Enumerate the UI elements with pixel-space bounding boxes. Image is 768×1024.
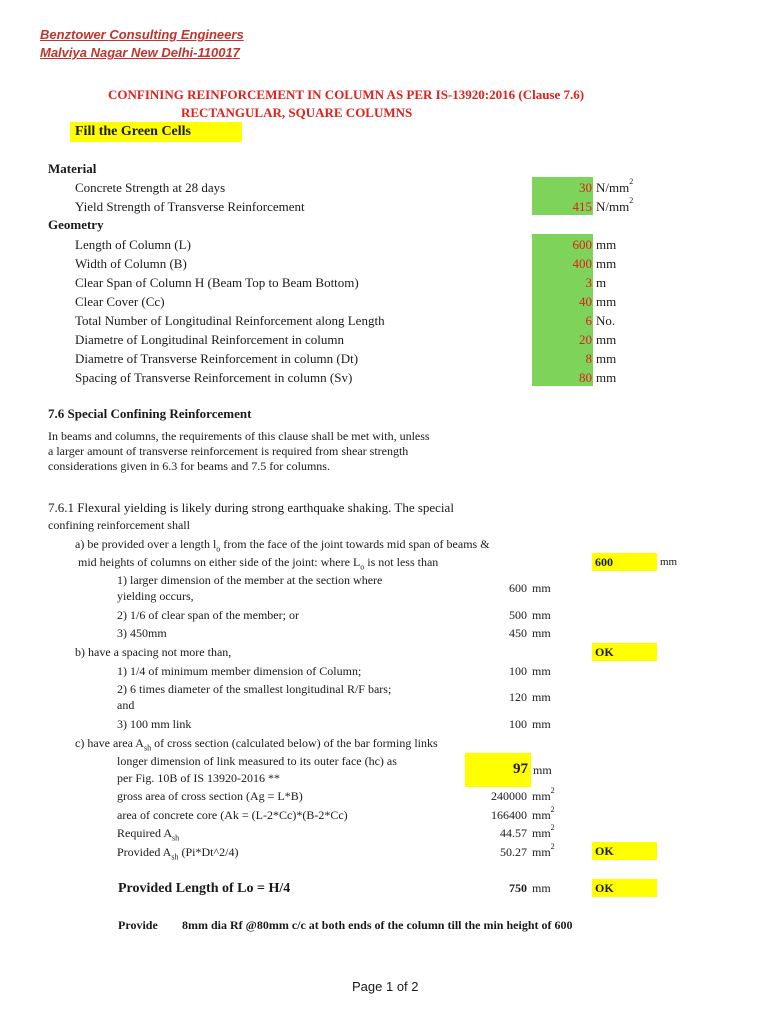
clause-a-line-1: a) be provided over a length $l_o$ from the face of the joint towards mid span of beams & [75,537,490,554]
clause-a-result: 600 [595,555,613,569]
column-width-value: 400 [572,256,592,271]
clause-a-item-3-label: 3) 450mm [117,626,167,640]
clause-a-line-2: mid heights of columns on either side of the joint: where $L_o$ is not less than [78,555,439,572]
trans-bar-dia-value: 8 [585,351,592,366]
long-bar-dia-unit: mm [596,332,617,347]
company-name: Benztower Consulting Engineers [40,27,244,42]
clear-cover-label: Clear Cover (Cc) [75,294,165,309]
clause-c-hc-line-2: per Fig. 10B of IS 13920-2016 ** [117,771,280,785]
column-width-unit: mm [596,256,617,271]
clause-a-result-unit: mm [660,556,678,568]
clause-b-item-1-value: 100 [509,664,527,678]
provided-ash-result: OK [595,844,614,858]
provide-text: 8mm dia Rf @80mm c/c at both ends of the column till the min height of 600 [182,918,573,932]
clear-span-cell[interactable] [532,272,593,291]
column-width-label: Width of Column (B) [75,256,187,271]
section-76-para-1: In beams and columns, the requirements of this clause shall be met with, unless [48,429,430,443]
trans-bar-dia-cell[interactable] [532,348,593,367]
long-bar-dia-value: 20 [579,332,592,347]
geometry-heading: Geometry [48,217,104,232]
provided-ash-unit: $mm^2$ [532,842,555,859]
provided-ash-label: Provided $A_{sh}$ (Pi*Dt^2/4) [117,845,239,862]
section-76-heading: 7.6 Special Confining Reinforcement [48,406,252,421]
clear-cover-value: 40 [579,294,592,309]
required-ash-label: Required $A_{sh}$ [117,826,180,843]
yield-strength-label: Yield Strength of Transverse Reinforcement [75,199,305,214]
clear-span-unit: m [596,275,607,290]
provided-ash-value: 50.27 [500,845,527,859]
clause-a-item-2-label: 2) 1/6 of clear span of the member; or [117,608,299,622]
column-length-value: 600 [572,237,592,252]
clause-c-line: c) have area $A_{sh}$ of cross section (calculated below) of the bar forming links [75,736,438,753]
clause-a-item-2-unit: mm [532,608,551,622]
clause-a-item-1-line-2: yielding occurs, [117,589,194,603]
clause-b-item-2-line-2: and [117,698,135,712]
gross-area-unit: $mm^2$ [532,786,555,803]
clause-b-item-3-value: 100 [509,717,527,731]
clause-b-result: OK [595,645,614,659]
trans-spacing-label: Spacing of Transverse Reinforcement in column (Sv) [75,370,353,385]
trans-spacing-value: 80 [579,370,592,385]
page-number: Page 1 of 2 [352,979,419,994]
clear-span-value: 3 [585,275,592,290]
section-761-intro-2: confining reinforcement shall [48,518,190,532]
clause-b-item-1-label: 1) 1/4 of minimum member dimension of Column; [117,664,362,678]
column-length-unit: mm [596,237,617,252]
lo-unit: mm [532,881,551,895]
clause-b-line: b) have a spacing not more than, [75,645,232,659]
hc-value: 97 [513,761,528,777]
clause-a-item-3-unit: mm [532,626,551,640]
concrete-strength-label: Concrete Strength at 28 days [75,180,226,195]
provide-label: Provide [118,918,158,932]
clause-a-item-1-value: 600 [509,581,527,595]
lo-label: Provided Length of Lo = H/4 [118,881,291,896]
clause-a-item-1-unit: mm [532,581,551,595]
required-ash-value: 44.57 [500,826,527,840]
document-subtitle: RECTANGULAR, SQUARE COLUMNS [181,105,413,120]
section-76-para-2: a larger amount of transverse reinforcement is required from shear strength [48,444,409,458]
core-area-label: area of concrete core (Ak = (L-2*Cc)*(B-2*Cc) [117,808,348,822]
material-heading: Material [48,161,97,176]
concrete-strength-value: 30 [579,180,592,195]
clause-b-item-2-line-1: 2) 6 times diameter of the smallest longitudinal R/F bars; [117,682,392,696]
company-address: Malviya Nagar New Delhi-110017 [40,45,240,60]
long-bar-count-unit: No. [596,313,616,328]
clause-b-item-3-label: 3) 100 mm link [117,717,192,731]
concrete-strength-unit: $N/mm^2$ [596,177,634,195]
hc-unit: mm [533,763,552,777]
trans-bar-dia-label: Diametre of Transverse Reinforcement in column (Dt) [75,351,359,366]
core-area-value: 166400 [491,808,527,822]
long-bar-count-cell[interactable] [532,310,593,329]
long-bar-count-label: Total Number of Longitudinal Reinforcement along Length [75,313,385,328]
long-bar-count-value: 6 [585,313,592,328]
gross-area-label: gross area of cross section (Ag = L*B) [117,789,303,803]
lo-result: OK [595,881,614,895]
trans-bar-dia-unit: mm [596,351,617,366]
clear-span-label: Clear Span of Column H (Beam Top to Beam Bottom) [75,275,359,290]
clause-a-item-1-line-1: 1) larger dimension of the member at the section where [117,573,383,587]
core-area-unit: $mm^2$ [532,805,555,822]
clause-a-item-2-value: 500 [509,608,527,622]
fill-note: Fill the Green Cells [75,124,191,139]
section-76-para-3: considerations given in 6.3 for beams and 7.5 for columns. [48,459,330,473]
clause-b-item-1-unit: mm [532,664,551,678]
column-length-label: Length of Column (L) [75,237,191,252]
clause-a-item-3-value: 450 [509,626,527,640]
yield-strength-value: 415 [572,199,592,214]
yield-strength-unit: $N/mm^2$ [596,196,634,214]
gross-area-value: 240000 [491,789,527,803]
clear-cover-unit: mm [596,294,617,309]
clause-c-hc-line-1: longer dimension of link measured to its outer face (hc) as [117,754,397,768]
required-ash-unit: $mm^2$ [532,823,555,840]
lo-value: 750 [509,881,527,895]
section-761-intro-1: 7.6.1 Flexural yielding is likely during strong earthquake shaking. The special [48,500,454,515]
clause-b-item-3-unit: mm [532,717,551,731]
clause-b-item-2-value: 120 [509,690,527,704]
clause-b-item-2-unit: mm [532,690,551,704]
trans-spacing-unit: mm [596,370,617,385]
document-title: CONFINING REINFORCEMENT IN COLUMN AS PER IS-13920:2016 (Clause 7.6) [108,87,585,102]
long-bar-dia-label: Diametre of Longitudinal Reinforcement in column [75,332,344,347]
